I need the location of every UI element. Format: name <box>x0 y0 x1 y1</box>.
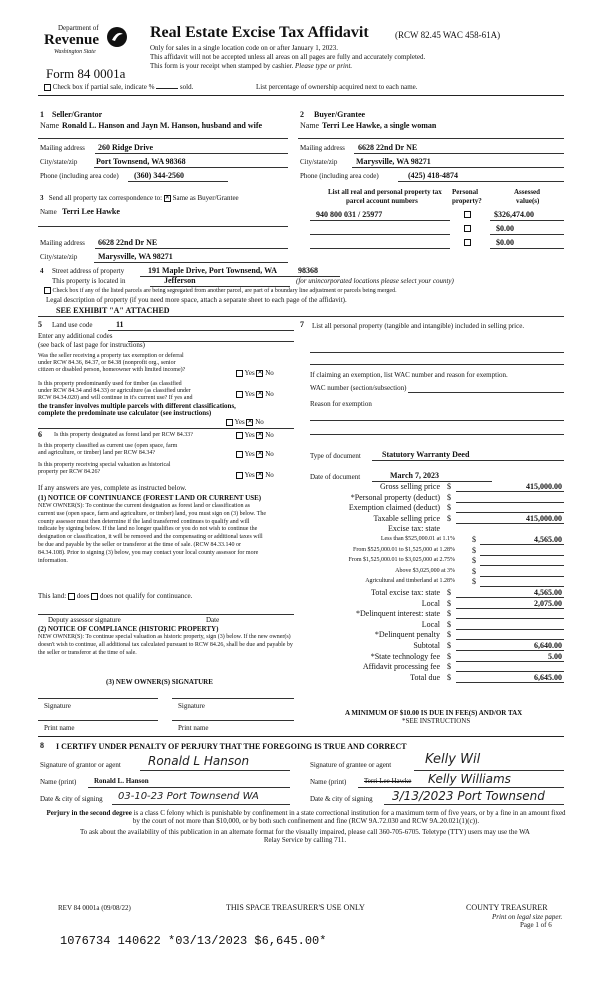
tax-row-label: From $525,000.01 to $1,525,000 at 1.28% <box>353 546 455 553</box>
section3-same: Same as Buyer/Grantee <box>172 194 239 202</box>
personal-header-2: property? <box>452 197 482 205</box>
historic-question: Is this property receiving special valuation as historical property per RCW 84.26? <box>38 462 171 476</box>
grantee-date-label: Date & city of signing <box>310 795 373 803</box>
exemption-no-checkbox[interactable]: ✕ <box>257 369 263 376</box>
seller-mailing-label: Mailing address <box>40 144 85 152</box>
seller-heading: Seller/Grantor <box>52 110 103 119</box>
header-note-3: This form is your receipt when stamped by cashier. Please type or print. <box>150 62 353 70</box>
forest-question: Is this property designated as forest land per RCW 84.33? <box>54 432 193 438</box>
tax-row-value[interactable]: 4,565.00 <box>534 588 562 597</box>
buyer-phone-label: Phone (including area code) <box>300 172 379 180</box>
personal-property-checkbox[interactable] <box>464 225 471 232</box>
owner-signature-label-1: Signature <box>44 702 71 710</box>
deputy-signature-label: Deputy assessor signature <box>48 616 121 624</box>
legal-paper-note: Print on legal size paper. <box>492 913 563 921</box>
assessed-value[interactable]: $0.00 <box>496 238 514 247</box>
does-qualify-checkbox[interactable] <box>68 593 75 600</box>
tax-row-label: Total due <box>410 672 440 682</box>
current-use-yes-no: Yes ✕ No <box>236 450 274 458</box>
tax-row-label: Total excise tax: state <box>371 588 440 597</box>
new-owner-sig-title: (3) NEW OWNER(S) SIGNATURE <box>106 678 213 686</box>
county[interactable]: Jefferson <box>164 276 196 285</box>
assessed-header-2: value(s) <box>516 197 540 205</box>
tax-row-label: Excise tax: state <box>388 524 440 534</box>
timber-yes-no-2: Yes ✕ No <box>226 418 264 426</box>
tax-row-label: Exemption claimed (deduct) <box>348 503 440 513</box>
form-title-ref: (RCW 82.45 WAC 458-61A) <box>395 30 501 40</box>
seller-mailing[interactable]: 260 Ridge Drive <box>98 143 154 152</box>
grantor-name-label: Name (print) <box>40 778 77 786</box>
buyer-num: 2 <box>300 110 304 119</box>
tax-row-dollar: $ <box>472 545 476 555</box>
forest-yes-checkbox[interactable] <box>236 432 243 439</box>
deputy-date-label: Date <box>206 616 220 624</box>
dor-logo-dept: Department of <box>58 24 99 32</box>
tax-row-label: Agricultural and timberland at 1.28% <box>365 578 455 585</box>
timber-yes-checkbox[interactable] <box>236 391 243 398</box>
personal-property-checkbox[interactable] <box>464 211 471 218</box>
notice2-body: NEW OWNER(S): To continue special valuation as historic property, sign (3) below. If the new owner(s) doesn't wish to continue, all additional tax calculated pursuant to RCW 84.26, shall be due and payable by the seller or transferor at the time of sale. <box>38 634 293 656</box>
header-note-1: Only for sales in a single location code on or after January 1, 2023. <box>150 44 338 52</box>
tax-row-dollar: $ <box>447 492 451 502</box>
tax-row-label: From $1,525,000.01 to $3,025,000 at 2.75% <box>348 557 455 564</box>
grantor-date-city[interactable]: 03-10-23 Port Townsend WA <box>118 791 259 802</box>
additional-codes-label: Enter any additional codes <box>38 332 113 340</box>
seller-name-label: Name <box>40 121 60 130</box>
section3-name-label: Name <box>40 208 57 216</box>
does-not-qualify-checkbox[interactable] <box>91 593 98 600</box>
grantee-name-handwritten[interactable]: Kelly Williams <box>428 772 511 786</box>
current-use-yes-checkbox[interactable] <box>236 451 243 458</box>
grantor-date-label: Date & city of signing <box>40 795 103 803</box>
section4-num: 4 <box>40 267 44 275</box>
section3-text: Send all property tax correspondence to: <box>48 194 163 202</box>
forest-yes-no: Yes ✕ No <box>236 431 274 439</box>
tax-row-label: Gross selling price <box>380 482 440 491</box>
grantee-date-city[interactable]: 3/13/2023 Port Townsend <box>392 789 545 803</box>
seller-name[interactable]: Ronald L. Hanson and Jayn M. Hanson, husband and wife <box>62 121 263 130</box>
seller-phone[interactable]: (360) 344-2560 <box>134 171 184 180</box>
exemption-yes-no: Yes ✕ No <box>236 369 274 377</box>
dor-logo-emblem-icon <box>106 26 128 48</box>
assessed-value[interactable]: $326,474.00 <box>494 210 534 219</box>
section6-num: 6 <box>38 430 42 439</box>
section3-mailing[interactable]: 6628 22nd Dr NE <box>98 238 158 247</box>
claiming-exemption-note: If claiming an exemption, list WAC number and reason for exemption. <box>310 371 508 379</box>
section7-text: List all personal property (tangible and intangible) included in selling price. <box>312 322 525 330</box>
tax-row-dollar: $ <box>472 566 476 576</box>
minimum-fee-note: A MINIMUM OF $10.00 IS DUE IN FEE(S) AND/OR TAX <box>345 709 523 717</box>
treasurer-stamp: 1076734 140622 *03/13/2023 $6,645.00* <box>60 934 327 948</box>
tax-row-label: Local <box>421 619 440 629</box>
street-label: Street address of property <box>52 267 125 275</box>
tax-row-label: *Delinquent penalty <box>374 630 440 640</box>
doc-date[interactable]: March 7, 2023 <box>390 471 439 480</box>
street-address[interactable]: 191 Maple Drive, Port Townsend, WA <box>148 266 277 275</box>
tax-row-label: Less than $525,000.01 at 1.1% <box>380 536 455 542</box>
tax-row-dollar: $ <box>447 662 451 672</box>
dor-logo-revenue: Revenue <box>44 32 99 48</box>
owner-signature-label-2: Signature <box>178 702 205 710</box>
see-back-note: (see back of last page for instructions) <box>38 341 145 349</box>
notice1-body: NEW OWNER(S): To continue the current designation as forest land or classification as current use (open space, farm and agriculture, or timber) land, you must sign on (3) below. The county assessor must then determine if the land transferred continues to qualify and will indicate by signing below. If the land no longer qualifies or you do not wish to continue the designation or classification, it will be removed and the compensating or additional taxes will be due and payable by the seller or transferor at the time of sale. (RCW 84.33.140 or 84.34.108). Prior to signing (3) below, you may contact your local county assessor for more information. <box>38 503 267 564</box>
calculator-yes-checkbox[interactable] <box>226 419 233 426</box>
certify-statement: I CERTIFY UNDER PENALTY OF PERJURY THAT THE FOREGOING IS TRUE AND CORRECT <box>56 742 407 751</box>
tax-row-dollar: $ <box>447 672 451 682</box>
seller-city-label: City/state/zip <box>40 158 78 166</box>
section3-city-label: City/state/zip <box>40 253 78 261</box>
tax-row-value[interactable]: 6,645.00 <box>534 672 562 682</box>
continuance-row: This land: does does not qualify for continuance. <box>38 592 193 600</box>
current-use-question: Is this property classified as current use (open space, farm and agriculture, or timber) land per RCW 84.34? <box>38 443 178 457</box>
tax-row-dollar: $ <box>447 513 451 523</box>
partial-sale-row: Check box if partial sale, indicate % sold. <box>44 83 193 91</box>
unincorporated-note: (for unincorporated locations please select your county) <box>296 277 454 285</box>
form-number: Form 84 0001a <box>46 66 126 81</box>
tax-row-dollar: $ <box>447 651 451 661</box>
street-zip[interactable]: 98368 <box>298 266 318 275</box>
tax-row-dollar: $ <box>472 577 476 587</box>
owner-print-label-1: Print name <box>44 724 75 732</box>
section3-mailing-label: Mailing address <box>40 239 85 247</box>
parcel-number[interactable]: 940 800 031 / 25977 <box>316 210 383 219</box>
dor-logo <box>40 24 128 64</box>
tax-row-value[interactable]: 415,000.00 <box>526 513 562 523</box>
wac-label: WAC number (section/subsection) <box>310 384 407 392</box>
same-as-buyer-checkbox[interactable]: ✕ <box>164 194 170 201</box>
section8-num: 8 <box>40 741 44 750</box>
buyer-name-label: Name <box>300 121 320 130</box>
tax-row-dollar: $ <box>447 619 451 629</box>
grantee-signature[interactable]: Kelly Wil <box>425 752 481 767</box>
legal-description-label: Legal description of property (if you need more space, attach a separate sheet to each page of the affidavit). <box>46 296 347 304</box>
tax-row-label: Subtotal <box>413 641 440 650</box>
if-yes-note: If any answers are yes, complete as instructed below. <box>38 484 187 492</box>
rev-number: REV 84 0001a (09/08/22) <box>58 904 131 912</box>
tax-row-value[interactable]: 415,000.00 <box>526 482 562 491</box>
historic-yes-checkbox[interactable] <box>236 472 243 479</box>
county-treasurer: COUNTY TREASURER <box>466 903 548 912</box>
tax-row-dollar: $ <box>447 588 451 597</box>
tax-row-label: *Delinquent interest: state <box>356 609 440 619</box>
doc-type-label: Type of document <box>310 452 361 460</box>
grantor-sig-label: Signature of grantor or agent <box>40 761 121 769</box>
exemption-yes-checkbox[interactable] <box>236 370 243 377</box>
exemption-question: Was the seller receiving a property tax exemption or deferral under RCW 84.36, 84.37, or 84.38 (nonprofit org., senior citizen or disabled person, homeowner with limited income)? <box>38 353 186 374</box>
header-note-2: This affidavit will not be accepted unless all areas on all pages are fully and accurately completed. <box>150 53 426 61</box>
partial-sale-checkbox[interactable] <box>44 84 51 91</box>
buyer-city[interactable]: Marysville, WA 98271 <box>356 157 431 166</box>
grantor-signature[interactable]: Ronald L Hanson <box>148 754 250 768</box>
segregated-row: Check box if any of the listed parcels are being segregated from another parcel, are part of a boundary line adjustment or parcels being merged. <box>44 287 397 294</box>
grantee-sig-label: Signature of grantee or agent <box>310 761 392 769</box>
form-title: Real Estate Excise Tax Affidavit <box>150 24 369 41</box>
reason-label: Reason for exemption <box>310 400 372 408</box>
tax-row-dollar: $ <box>447 609 451 619</box>
tax-row-label: Above $3,025,000 at 3% <box>395 567 455 574</box>
tax-row-value[interactable]: 4,565.00 <box>534 535 562 544</box>
tax-row-dollar: $ <box>447 630 451 640</box>
current-use-no-checkbox[interactable]: ✕ <box>257 450 263 457</box>
notice2-title: (2) NOTICE OF COMPLIANCE (HISTORIC PROPERTY) <box>38 625 219 633</box>
tax-row-label: *Personal property (deduct) <box>350 492 440 502</box>
availability-notice: To ask about the availability of this publication in an alternate format for the visually impaired, please call 360-705-6705. Teletype (TTY) users may use the WA Relay Service by calling 711. <box>80 828 530 845</box>
tax-row-dollar: $ <box>472 556 476 566</box>
section3-row <box>40 194 239 202</box>
timber-yes-no-1: Yes ✕ No <box>236 390 274 398</box>
tax-row-dollar: $ <box>472 535 476 544</box>
buyer-city-label: City/state/zip <box>300 158 338 166</box>
section3-name[interactable]: Terri Lee Hawke <box>62 207 120 216</box>
tax-row-dollar: $ <box>447 482 451 491</box>
grantee-name-struck[interactable]: Terri Lee Hawke <box>364 777 412 785</box>
section3-num: 3 <box>40 194 44 202</box>
doc-type[interactable]: Statutory Warranty Deed <box>382 450 470 459</box>
owner-print-label-2: Print name <box>178 724 209 732</box>
legal-description[interactable]: SEE EXHIBIT "A" ATTACHED <box>56 306 170 315</box>
see-instructions: *SEE INSTRUCTIONS <box>402 717 471 725</box>
buyer-name[interactable]: Terri Lee Hawke, a single woman <box>322 121 437 130</box>
tax-row-value[interactable]: 2,075.00 <box>534 598 562 608</box>
historic-no-checkbox[interactable]: ✕ <box>257 471 263 478</box>
calculator-no-checkbox[interactable]: ✕ <box>247 418 253 425</box>
dor-logo-state: Washington State <box>54 49 96 55</box>
tax-row-dollar: $ <box>447 598 451 608</box>
grantor-name[interactable]: Ronald L. Hanson <box>94 777 149 785</box>
parcel-header-2: parcel account numbers <box>346 197 418 205</box>
personal-property-checkbox[interactable] <box>464 239 471 246</box>
buyer-mailing-label: Mailing address <box>300 144 345 152</box>
tax-row-label: Local <box>421 598 440 608</box>
page-number: Page 1 of 6 <box>520 921 552 929</box>
section5-num: 5 <box>38 320 42 329</box>
section3-city[interactable]: Marysville, WA 98271 <box>98 252 173 261</box>
tax-row-dollar: $ <box>447 503 451 513</box>
grantee-name-label: Name (print) <box>310 778 347 786</box>
land-use-label: Land use code <box>52 321 93 329</box>
section7-num: 7 <box>300 320 304 329</box>
notice1-title: (1) NOTICE OF CONTINUANCE (FOREST LAND OR CURRENT USE) <box>38 494 262 502</box>
located-label: This property is located in <box>52 277 126 285</box>
seller-phone-label: Phone (including area code) <box>40 172 119 180</box>
buyer-heading: Buyer/Grantee <box>314 110 366 119</box>
assessed-value[interactable]: $0.00 <box>496 224 514 233</box>
timber-no-checkbox[interactable]: ✕ <box>257 390 263 397</box>
tax-row-value[interactable]: 5.00 <box>548 651 562 661</box>
tax-row-dollar: $ <box>447 641 451 650</box>
land-use-code[interactable]: 11 <box>116 320 124 329</box>
assessed-header-1: Assessed <box>514 188 541 196</box>
buyer-mailing[interactable]: 6628 22nd Dr NE <box>358 143 418 152</box>
seller-city[interactable]: Port Townsend, WA 98368 <box>96 157 186 166</box>
tax-row-label: Taxable selling price <box>373 513 440 523</box>
segregated-checkbox[interactable] <box>44 287 51 294</box>
buyer-phone[interactable]: (425) 418-4874 <box>408 171 458 180</box>
seller-num: 1 <box>40 110 44 119</box>
forest-no-checkbox[interactable]: ✕ <box>257 431 263 438</box>
personal-header-1: Personal <box>452 188 479 196</box>
tax-row-label: Affidavit processing fee <box>362 662 440 672</box>
perjury-notice: Perjury in the second degree is a class C felony which is punishable by confinement in a state correctional institution for a maximum term of five years, or by a fine in an amount fixed by the court of not more than $10,000, or by both such confinement and fine (RCW 9A.72.030 and RCW 9A.20.021(1)(c)). <box>46 809 566 826</box>
treasurer-space: THIS SPACE TREASURER'S USE ONLY <box>226 903 365 912</box>
historic-yes-no: Yes ✕ No <box>236 471 274 479</box>
tax-row-value[interactable]: 6,640.00 <box>534 641 562 650</box>
doc-date-label: Date of document <box>310 473 361 481</box>
list-percentage-note: List percentage of ownership acquired next to each name. <box>256 83 418 91</box>
timber-question: Is this property predominantly used for timber (as classified under RCW 84.34 and 84.33) or agriculture (as classified under RCW 84.34.020) and will continue in it's current use? If yes and the transfer involves multiple parcels with different classifications, complete the predominate use calculator (see instructions) <box>38 381 236 417</box>
tax-row-label: *State technology fee <box>370 651 440 661</box>
parcel-header-1: List all real and personal property tax <box>328 188 442 196</box>
